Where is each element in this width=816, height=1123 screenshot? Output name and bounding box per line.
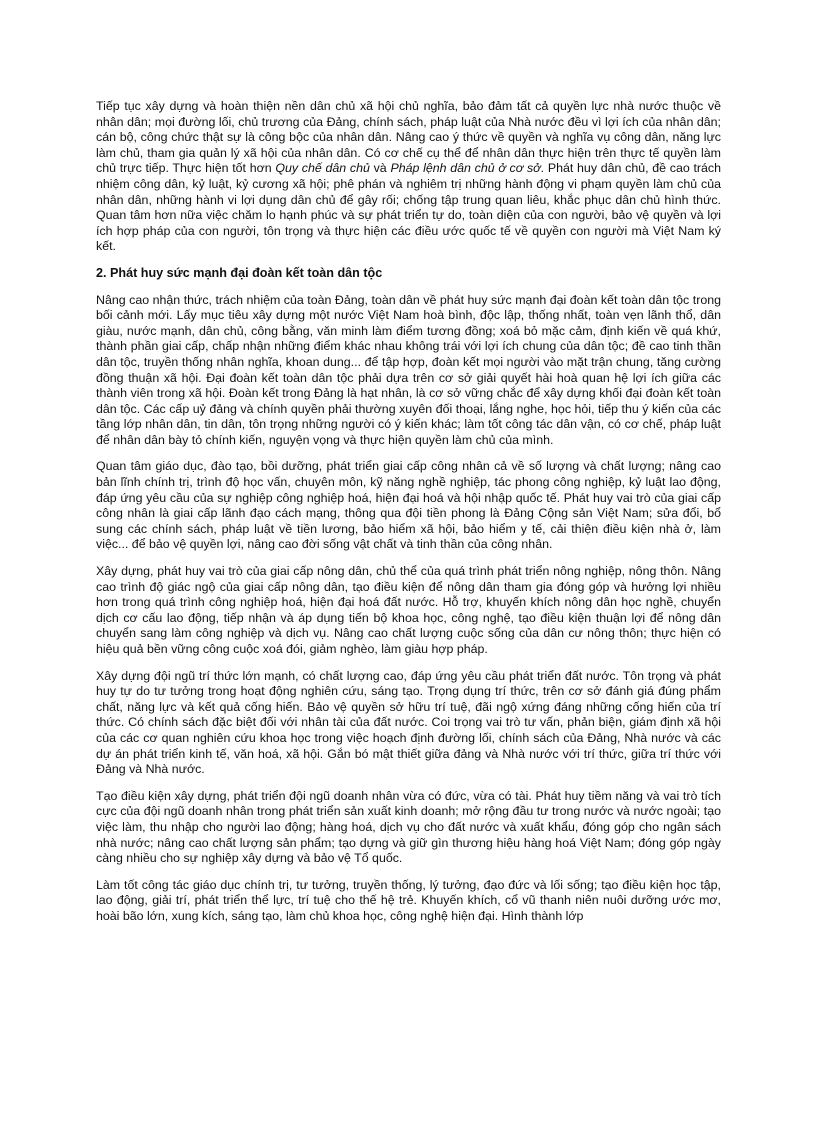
paragraph-working-class: Quan tâm giáo dục, đào tạo, bồi dưỡng, phát triển giai cấp công nhân cả về số lượng và chất lượng; nâng cao bản lĩnh chính trị, trình độ học vấn, chuyên môn, kỹ năng nghề nghiệp, tác phong công nghiệp, kỷ luật lao động, đáp ứng yêu cầu của sự nghiệp công nghiệp hoá, hiện đại hoá và hội nhập quốc tế. Phát huy vai trò của giai cấp công nhân là giai cấp lãnh đạo cách mạng, thông qua đội tiền phong là Đảng Cộng sản Việt Nam; sửa đổi, bổ sung các chính sách, pháp luật về tiền lương, bảo hiểm xã hội, bảo hiểm y tế, cải thiện điều kiện nhà ở, làm việc... để bảo vệ quyền lợi, nâng cao đời sống vật chất và tinh thần của công nhân. bbox=[96, 459, 721, 552]
paragraph-text: và bbox=[369, 161, 391, 176]
paragraph-farmers: Xây dựng, phát huy vai trò của giai cấp nông dân, chủ thể của quá trình phát triển nông nghiệp, nông thôn. Nâng cao trình độ giác ngộ của giai cấp nông dân, tạo điều kiện để nông dân tham gia đóng góp và hưởng lợi nhiều hơn trong quá trình công nghiệp hoá, hiện đại hoá đất nước. Hỗ trợ, khuyến khích nông dân học nghề, chuyển dịch cơ cấu lao động, tiếp nhận và áp dụng tiến bộ khoa học, công nghệ, tạo điều kiện thuận lợi để nông dân chuyển sang làm công nghiệp và dịch vụ. Nâng cao chất lượng cuộc sống của dân cư nông thôn; thực hiện có hiệu quả bền vững công cuộc xoá đói, giảm nghèo, làm giàu hợp pháp. bbox=[96, 564, 721, 656]
paragraph-national-unity: Nâng cao nhận thức, trách nhiệm của toàn Đảng, toàn dân về phát huy sức mạnh đại đoàn kết toàn dân tộc trong bối cảnh mới. Lấy mục tiêu xây dựng một nước Việt Nam hoà bình, độc lập, thống nhất, toàn vẹn lãnh thổ, dân giàu, nước mạnh, dân chủ, công bằng, văn minh làm điểm tương đồng; xoá bỏ mặc cảm, định kiến về quá khứ, thành phần giai cấp, chấp nhận những điểm khác nhau không trái với lợi ích chung của dân tộc; đề cao tinh thần dân tộc, truyền thống nhân nghĩa, khoan dung... để tập hợp, đoàn kết mọi người vào mặt trận chung, tăng cường đồng thuận xã hội. Đại đoàn kết toàn dân tộc phải dựa trên cơ sở giải quyết hài hoà quan hệ lợi ích giữa các thành viên trong xã hội. Đoàn kết trong Đảng là hạt nhân, là cơ sở vững chắc để xây dựng khối đại đoàn kết toàn dân tộc. Các cấp uỷ đảng và chính quyền phải thường xuyên đối thoại, lắng nghe, học hỏi, tiếp thu ý kiến của các tầng lớp nhân dân, tin dân, tôn trọng những người có ý kiến khác; làm tốt công tác dân vận, có cơ chế, pháp luật để nhân dân bày tỏ chính kiến, nguyện vọng và thực hiện quyền làm chủ của mình. bbox=[96, 292, 721, 447]
paragraph-text: . Phát huy dân chủ, đề cao trách nhiệm công dân, kỷ luật, kỷ cương xã hội; phê phán và nghiêm trị những hành động vi phạm quyền làm chủ của nhân dân, những hành vi lợi dụng dân chủ để gây rối; chống tập trung quan liêu, khắc phục dân chủ hình thức. Quan tâm hơn nữa việc chăm lo hạnh phúc và sự phát triển tự do, toàn diện của con người, bảo vệ quyền và lợi ích hợp pháp của con người, tôn trọng và thực hiện các điều ước quốc tế về quyền con người mà Việt Nam ký kết. bbox=[96, 161, 722, 254]
italic-regulation-title: Quy chế dân chủ bbox=[275, 161, 370, 176]
paragraph-text: Tiếp tục xây dựng và hoàn thiện nền dân chủ xã hội chủ nghĩa, bảo đảm tất cả quyền lực nhà nước thuộc về nhân dân; mọi đường lối, chủ trương của Đảng, chính sách, pháp luật của Nhà nước đều vì lợi ích của nhân dân; cán bộ, công chức thật sự là công bộc của nhân dân. Nâng cao ý thức về quyền và nghĩa vụ công dân, năng lực làm chủ, tham gia quản lý xã hội của nhân dân. Có cơ chế cụ thể để nhân dân thực hiện trên thực tế quyền làm chủ trực tiếp. Thực hiện tốt hơn bbox=[96, 99, 721, 176]
section-heading: 2. Phát huy sức mạnh đại đoàn kết toàn dân tộc bbox=[96, 265, 383, 280]
paragraph-youth: Làm tốt công tác giáo dục chính trị, tư tưởng, truyền thống, lý tưởng, đạo đức và lối sống; tạo điều kiện học tập, lao động, giải trí, phát triển thể lực, trí tuệ cho thế hệ trẻ. Khuyến khích, cổ vũ thanh niên nuôi dưỡng ước mơ, hoài bão lớn, xung kích, sáng tạo, làm chủ khoa học, công nghệ hiện đại. Hình thành lớp bbox=[96, 877, 721, 923]
paragraph-democracy bbox=[96, 99, 721, 255]
paragraph-entrepreneurs: Tạo điều kiện xây dựng, phát triển đội ngũ doanh nhân vừa có đức, vừa có tài. Phát huy tiềm năng và vai trò tích cực của đội ngũ doanh nhân trong phát triển sản xuất kinh doanh; mở rộng đầu tư trong nước và nước ngoài; tạo việc làm, thu nhập cho người lao động; hàng hoá, dịch vụ cho đất nước và xuất khẩu, đóng góp cho ngân sách nhà nước; nâng cao chất lượng sản phẩm; tạo dựng và giữ gìn thương hiệu hàng hoá Việt Nam; đóng góp ngày càng nhiều cho sự nghiệp xây dựng và bảo vệ Tổ quốc. bbox=[96, 788, 721, 866]
document-page bbox=[96, 99, 721, 936]
italic-ordinance-title: Pháp lệnh dân chủ ở cơ sở bbox=[390, 161, 541, 176]
paragraph-intellectuals: Xây dựng đội ngũ trí thức lớn mạnh, có chất lượng cao, đáp ứng yêu cầu phát triển đất nước. Tôn trọng và phát huy tự do tư tưởng trong hoạt động nghiên cứu, sáng tạo. Trọng dụng trí thức, trên cơ sở đánh giá đúng phẩm chất, năng lực và kết quả cống hiến. Bảo vệ quyền sở hữu trí tuệ, đãi ngộ xứng đáng những cống hiến của trí thức. Có chính sách đặc biệt đối với nhân tài của đất nước. Coi trọng vai trò tư vấn, phản biện, giám định xã hội của các cơ quan nghiên cứu khoa học trong việc hoạch định đường lối, chính sách của Đảng, Nhà nước và các dự án phát triển kinh tế, văn hoá, xã hội. Gắn bó mật thiết giữa đảng và Nhà nước với trí thức, giữa trí thức với Đảng và Nhà nước. bbox=[96, 668, 721, 777]
